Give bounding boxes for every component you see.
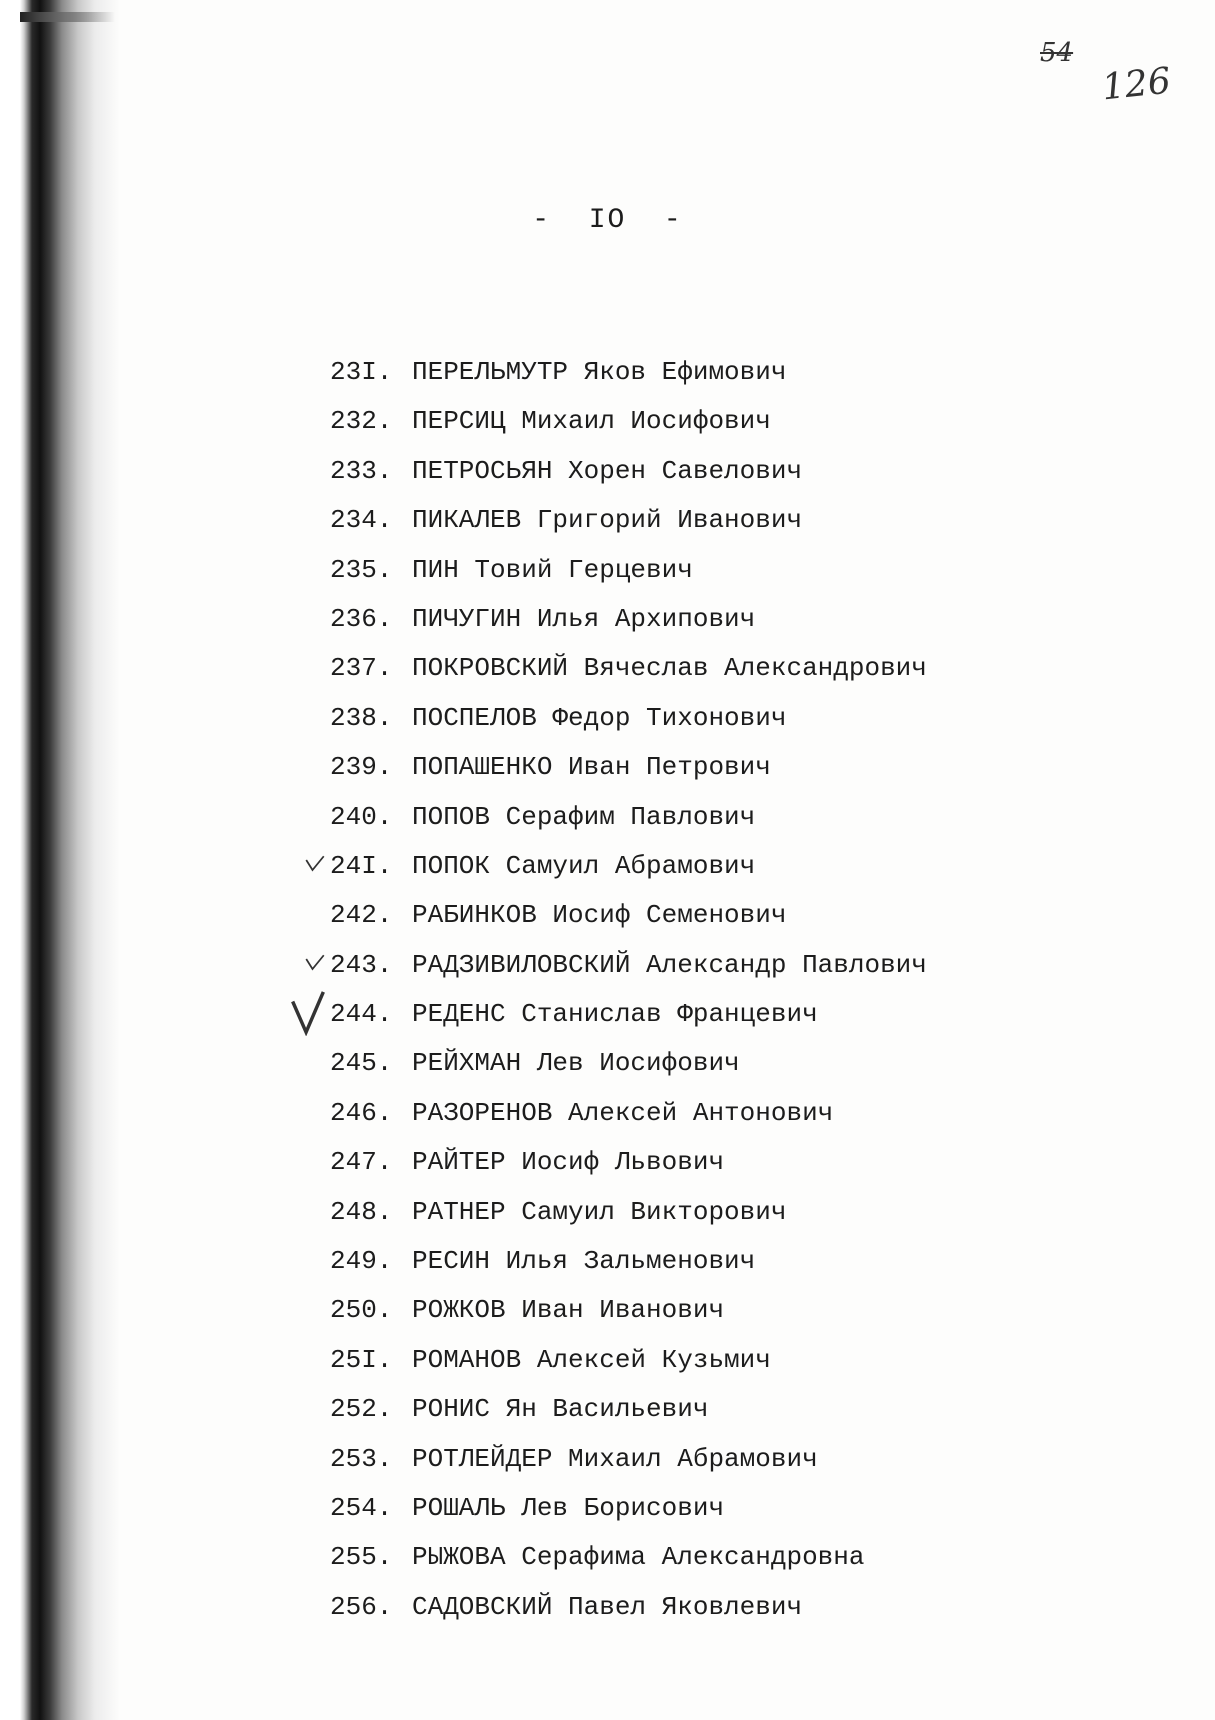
entry-number: 24I. — [330, 850, 393, 881]
archive-sheet-number — [1040, 38, 1190, 118]
entry-number: 248. — [330, 1196, 393, 1227]
entry-name: РОТЛЕЙДЕР Михаил Абрамович — [412, 1443, 818, 1474]
list-item — [330, 502, 1130, 551]
list-item — [330, 601, 1130, 650]
entry-name: РАБИНКОВ Иосиф Семенович — [412, 900, 787, 931]
entry-name: ПИЧУГИН Илья Архипович — [412, 603, 756, 634]
entry-name: ПИН Товий Герцевич — [412, 554, 693, 585]
entry-name: РАЗОРЕНОВ Алексей Антонович — [412, 1097, 834, 1128]
entry-number: 249. — [330, 1246, 393, 1277]
list-item — [330, 1391, 1130, 1440]
entry-name: ПЕРСИЦ Михаил Иосифович — [412, 406, 771, 437]
entry-name: ПОПОВ Серафим Павлович — [412, 801, 756, 832]
entry-number: 247. — [330, 1147, 393, 1178]
entry-number: 255. — [330, 1542, 393, 1573]
list-item — [330, 453, 1130, 502]
list-item — [330, 1441, 1130, 1490]
entry-number: 234. — [330, 505, 393, 536]
archive-old-number: 54 — [1040, 38, 1074, 68]
list-item — [330, 1539, 1130, 1588]
name-list — [330, 354, 1130, 1638]
list-item — [330, 552, 1130, 601]
entry-name: РЕСИН Илья Зальменович — [412, 1246, 756, 1277]
list-item — [330, 1243, 1130, 1292]
list-item — [330, 749, 1130, 798]
list-item — [330, 996, 1130, 1045]
list-item — [330, 897, 1130, 946]
list-item — [330, 799, 1130, 848]
archive-new-number: 126 — [1100, 60, 1173, 109]
binding-shadow — [0, 0, 120, 1720]
binding-corner — [20, 12, 115, 22]
checkmark-icon — [302, 949, 328, 979]
entry-number: 242. — [330, 900, 393, 931]
entry-number: 240. — [330, 801, 393, 832]
list-item — [330, 848, 1130, 897]
list-item — [330, 1292, 1130, 1341]
entry-name: РАДЗИВИЛОВСКИЙ Александр Павлович — [412, 949, 927, 980]
entry-name: ПОПАШЕНКО Иван Петрович — [412, 752, 771, 783]
entry-number: 246. — [330, 1097, 393, 1128]
checkmark-icon — [288, 990, 328, 1036]
entry-name: РАТНЕР Самуил Викторович — [412, 1196, 787, 1227]
entry-name: РОШАЛЬ Лев Борисович — [412, 1492, 725, 1523]
entry-number: 232. — [330, 406, 393, 437]
checkmark-icon — [302, 850, 328, 880]
entry-number: 239. — [330, 752, 393, 783]
list-item — [330, 700, 1130, 749]
entry-name: ПИКАЛЕВ Григорий Иванович — [412, 505, 803, 536]
entry-number: 252. — [330, 1394, 393, 1425]
entry-number: 237. — [330, 653, 393, 684]
entry-name: РАЙТЕР Иосиф Львович — [412, 1147, 725, 1178]
entry-number: 235. — [330, 554, 393, 585]
entry-name: РЕДЕНС Станислав Францевич — [412, 999, 818, 1030]
entry-number: 236. — [330, 603, 393, 634]
entry-name: РЫЖОВА Серафима Александровна — [412, 1542, 865, 1573]
page-number: - IO - — [532, 205, 683, 236]
entry-name: ПОКРОВСКИЙ Вячеслав Александрович — [412, 653, 927, 684]
list-item — [330, 1045, 1130, 1094]
entry-number: 25I. — [330, 1344, 393, 1375]
entry-number: 233. — [330, 455, 393, 486]
entry-name: ПОСПЕЛОВ Федор Тихонович — [412, 702, 787, 733]
entry-name: ПЕТРОСЬЯН Хорен Савелович — [412, 455, 803, 486]
list-item — [330, 1194, 1130, 1243]
entry-number: 244. — [330, 999, 393, 1030]
list-item — [330, 354, 1130, 403]
list-item — [330, 1490, 1130, 1539]
list-item — [330, 1589, 1130, 1638]
entry-name: РОЖКОВ Иван Иванович — [412, 1295, 725, 1326]
list-item — [330, 403, 1130, 452]
entry-number: 238. — [330, 702, 393, 733]
list-item — [330, 650, 1130, 699]
entry-name: РОНИС Ян Васильевич — [412, 1394, 709, 1425]
entry-number: 256. — [330, 1591, 393, 1622]
entry-name: ПЕРЕЛЬМУТР Яков Ефимович — [412, 357, 787, 387]
entry-number: 245. — [330, 1048, 393, 1079]
entry-name: САДОВСКИЙ Павел Яковлевич — [412, 1591, 803, 1622]
list-item — [330, 1342, 1130, 1391]
entry-number: 23I. — [330, 357, 393, 387]
entry-number: 243. — [330, 949, 393, 980]
entry-name: ПОПОК Самуил Абрамович — [412, 850, 756, 881]
entry-number: 253. — [330, 1443, 393, 1474]
list-item — [330, 1095, 1130, 1144]
entry-number: 254. — [330, 1492, 393, 1523]
list-item — [330, 1144, 1130, 1193]
list-item — [330, 947, 1130, 996]
entry-number: 250. — [330, 1295, 393, 1326]
entry-name: РЕЙХМАН Лев Иосифович — [412, 1048, 740, 1079]
entry-name: РОМАНОВ Алексей Кузьмич — [412, 1344, 771, 1375]
